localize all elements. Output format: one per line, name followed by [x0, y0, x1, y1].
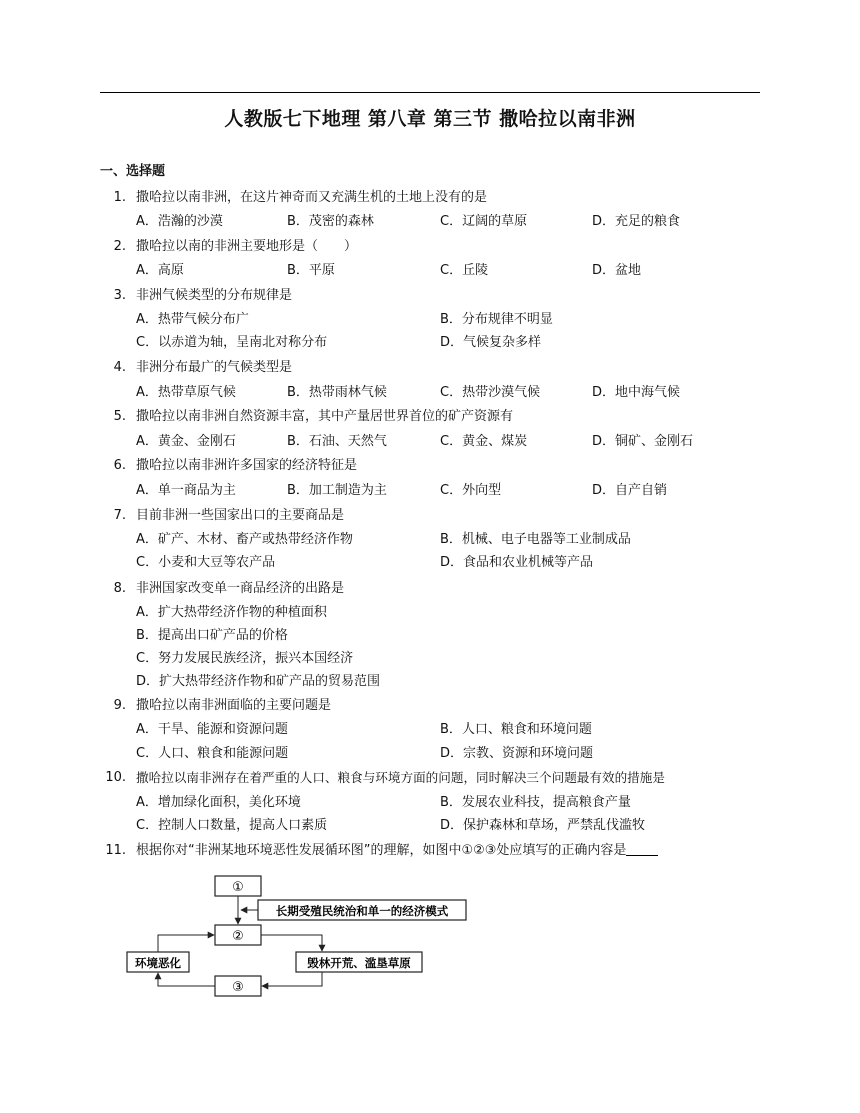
- option-d: D．充足的粮食: [592, 214, 681, 229]
- option-a: A．扩大热带经济作物的种植面积: [136, 605, 327, 620]
- question-number: 3.: [113, 288, 126, 303]
- question-number: 8.: [113, 581, 126, 596]
- arrow-action-to-3: [262, 972, 322, 986]
- question-text: 撒哈拉以南非洲存在着严重的人口、粮食与环境方面的问题，同时解决三个问题最有效的措施是: [136, 770, 665, 785]
- question-text: [136, 843, 658, 859]
- diagram-action-label: 毁林开荒、滥垦草原: [307, 956, 411, 970]
- option-b: B．石油、天然气: [287, 434, 387, 449]
- option-b: B．平原: [287, 263, 335, 278]
- option-a: A．黄金、金刚石: [136, 434, 236, 449]
- question-number: 9.: [113, 698, 126, 713]
- option-a: A．高原: [136, 263, 184, 278]
- option-a: A．增加绿化面积，美化环境: [136, 795, 301, 810]
- question-number: 5.: [113, 409, 126, 424]
- option-d: D．扩大热带经济作物和矿产品的贸易范围: [136, 674, 381, 689]
- question-text-body: 根据你对“非洲某地环境恶性发展循环图”的理解，如图中①②③处应填写的正确内容是: [136, 843, 627, 858]
- cycle-diagram: [120, 868, 480, 1003]
- arrow-env-to-2: [158, 935, 214, 952]
- option-d: D．食品和农业机械等产品: [440, 555, 594, 570]
- diagram-env-label: 环境恶化: [135, 956, 181, 970]
- option-c: C．热带沙漠气候: [440, 385, 541, 400]
- option-a: A．热带草原气候: [136, 385, 236, 400]
- option-a: A．矿产、木材、畜产或热带经济作物: [136, 532, 353, 547]
- option-c: C．人口、粮食和能源问题: [136, 746, 289, 761]
- option-b: B．分布规律不明显: [440, 312, 553, 327]
- option-d: D．地中海气候: [592, 385, 681, 400]
- page-title: 人教版七下地理 第八章 第三节 撒哈拉以南非洲: [224, 108, 636, 130]
- option-b: B．提高出口矿产品的价格: [136, 628, 288, 643]
- option-b: B．机械、电子电器等工业制成品: [440, 532, 631, 547]
- question-text: 撒哈拉以南非洲许多国家的经济特征是: [136, 458, 358, 473]
- question-text: 撒哈拉以南非洲自然资源丰富，其中产量居世界首位的矿产资源有: [136, 409, 514, 424]
- option-b: B．加工制造为主: [287, 483, 387, 498]
- option-b: B．热带雨林气候: [287, 385, 387, 400]
- option-a: A．干旱、能源和资源问题: [136, 722, 288, 737]
- option-c: C．辽阔的草原: [440, 214, 528, 229]
- option-d: D．保护森林和草场，严禁乱伐滥牧: [440, 818, 646, 833]
- option-c: C．黄金、煤炭: [440, 434, 528, 449]
- question-number: 7.: [113, 508, 126, 523]
- question-number: 4.: [113, 360, 126, 375]
- question-number: 2.: [113, 239, 126, 254]
- question-number: 6.: [113, 458, 126, 473]
- option-b: B．人口、粮食和环境问题: [440, 722, 592, 737]
- arrow-2-to-action: [261, 935, 322, 951]
- option-d: D．铜矿、金刚石: [592, 434, 694, 449]
- diagram-box-3-label: ③: [232, 980, 244, 995]
- question-text: 撒哈拉以南非洲面临的主要问题是: [136, 698, 332, 713]
- diagram-box-1-label: ①: [232, 880, 244, 895]
- option-c: C．外向型: [440, 483, 502, 498]
- diagram-cause-label: 长期受殖民统治和单一的经济模式: [275, 904, 449, 918]
- question-number: 11.: [105, 843, 126, 858]
- option-b: B．发展农业科技，提高粮食产量: [440, 795, 631, 810]
- question-text: 非洲国家改变单一商品经济的出路是: [136, 581, 345, 596]
- question-text: 撒哈拉以南非洲，在这片神奇而又充满生机的土地上没有的是: [136, 190, 488, 205]
- option-c: C．控制人口数量，提高人口素质: [136, 818, 328, 833]
- option-c: C．以赤道为轴，呈南北对称分布: [136, 335, 328, 350]
- option-d: D．自产自销: [592, 483, 668, 498]
- question-number: 10.: [105, 770, 126, 785]
- option-c: C．小麦和大豆等农产品: [136, 555, 276, 570]
- option-a: A．浩瀚的沙漠: [136, 214, 223, 229]
- option-a: A．热带气候分布广: [136, 312, 249, 327]
- question-text: 非洲分布最广的气候类型是: [136, 360, 293, 375]
- question-text: 非洲气候类型的分布规律是: [136, 288, 293, 303]
- diagram-box-2-label: ②: [232, 929, 244, 944]
- option-c: C．丘陵: [440, 263, 489, 278]
- section-heading: 一、选择题: [100, 164, 166, 179]
- answer-blank: [626, 843, 658, 856]
- header-rule: [100, 92, 760, 93]
- option-d: D．盆地: [592, 263, 642, 278]
- option-a: A．单一商品为主: [136, 483, 236, 498]
- question-text: 目前非洲一些国家出口的主要商品是: [136, 508, 345, 523]
- question-number: 1.: [113, 190, 126, 205]
- option-b: B．茂密的森林: [287, 214, 374, 229]
- option-d: D．宗教、资源和环境问题: [440, 746, 594, 761]
- question-text: 撒哈拉以南的非洲主要地形是（ ）: [136, 239, 358, 254]
- option-d: D．气候复杂多样: [440, 335, 542, 350]
- arrow-3-to-env: [158, 973, 215, 986]
- option-c: C．努力发展民族经济，振兴本国经济: [136, 651, 354, 666]
